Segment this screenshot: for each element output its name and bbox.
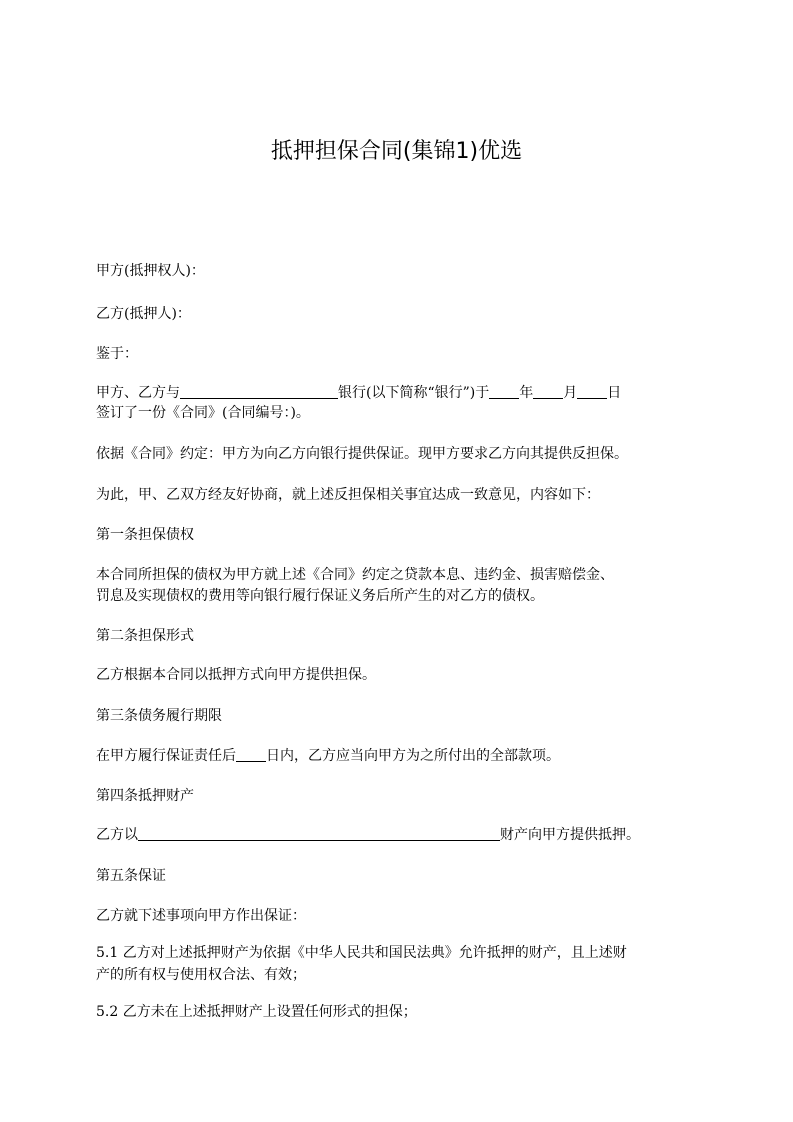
- article-5-item-1-line-2: 产的所有权与使用权合法、有效；: [96, 967, 306, 983]
- recital-1-mid: 银行(以下简称“银行”)于: [338, 385, 490, 401]
- article-4-heading: 第四条抵押财产: [96, 788, 194, 804]
- party-a-line: 甲方(抵押权人)：: [96, 263, 205, 279]
- day-blank[interactable]: [577, 384, 607, 399]
- article-1-line-1: 本合同所担保的债权为甲方就上述《合同》约定之贷款本息、违约金、损害赔偿金、: [96, 567, 614, 583]
- article-4-body: [96, 824, 706, 846]
- article-2-body: 乙方根据本合同以抵押方式向甲方提供担保。: [96, 667, 376, 683]
- article-4-prefix: 乙方以: [96, 827, 138, 843]
- recital-1-line-2: 签订了一份《合同》(合同编号：)。: [96, 405, 310, 421]
- party-b-line: 乙方(抵押人)：: [96, 306, 191, 322]
- month-blank[interactable]: [533, 384, 563, 399]
- year-label: 年: [519, 385, 534, 401]
- recital-1-line-1: [96, 382, 706, 404]
- article-3-suffix: 日内，乙方应当向甲方为之所付出的全部款项。: [266, 748, 560, 764]
- month-label: 月: [563, 385, 578, 401]
- article-3-body: [96, 745, 706, 767]
- day-label: 日: [607, 385, 622, 401]
- article-1-heading: 第一条担保债权: [96, 527, 194, 543]
- whereas-line: 鉴于：: [96, 346, 138, 362]
- article-5-item-2: 5.2 乙方未在上述抵押财产上设置任何形式的担保；: [96, 1004, 417, 1020]
- document-title: 抵押担保合同(集锦1)优选: [270, 139, 523, 164]
- article-3-prefix: 在甲方履行保证责任后: [96, 748, 236, 764]
- recital-3: 为此，甲、乙双方经友好协商，就上述反担保相关事宜达成一致意见，内容如下：: [96, 487, 600, 503]
- article-2-heading: 第二条担保形式: [96, 628, 194, 644]
- article-5-heading: 第五条保证: [96, 868, 166, 884]
- days-blank[interactable]: [236, 747, 266, 762]
- article-3-heading: 第三条债务履行期限: [96, 708, 222, 724]
- article-1-line-2: 罚息及实现债权的费用等向银行履行保证义务后所产生的对乙方的债权。: [96, 588, 544, 604]
- recital-1-prefix: 甲方、乙方与: [96, 385, 180, 401]
- recital-2: 依据《合同》约定：甲方为向乙方向银行提供保证。现甲方要求乙方向其提供反担保。: [96, 446, 628, 462]
- year-blank[interactable]: [489, 384, 519, 399]
- article-5-intro: 乙方就下述事项向甲方作出保证：: [96, 908, 306, 924]
- article-5-item-1-line-1: 5.1 乙方对上述抵押财产为依据《中华人民共和国民法典》允许抵押的财产，且上述财: [96, 945, 627, 961]
- property-blank[interactable]: [138, 826, 500, 841]
- article-4-suffix: 财产向甲方提供抵押。: [500, 827, 640, 843]
- bank-name-blank[interactable]: [180, 384, 338, 399]
